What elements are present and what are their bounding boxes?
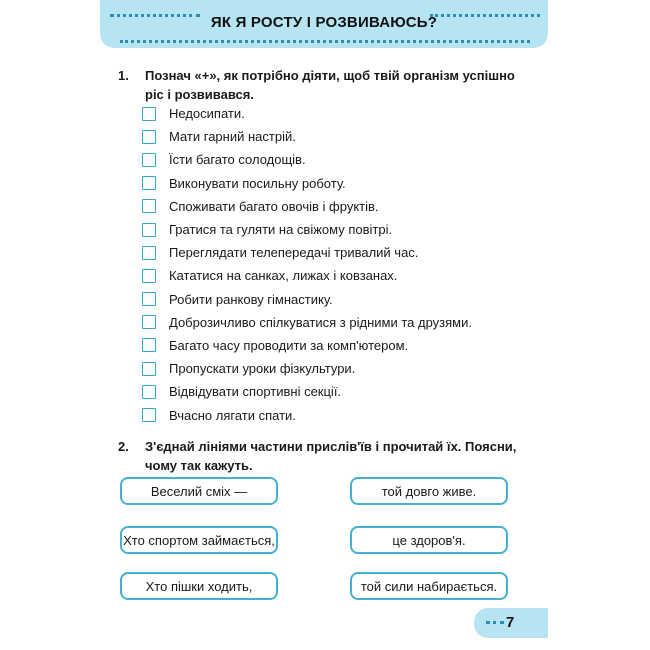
checklist-item-label: Робити ранкову гімнастику. [169,291,333,307]
proverb-right-2[interactable]: це здоров'я. [350,526,508,554]
checklist-item-label: Доброзичливо спілкуватися з рідними та друзями. [169,314,472,330]
checklist-item[interactable] [142,403,522,426]
checklist-item-label: Споживати багато овочів і фруктів. [169,198,379,214]
checklist-item-label: Гратися та гуляти на свіжому повітрі. [169,222,393,238]
checklist-item-label: Вчасно лягати спати. [169,407,296,423]
checklist-item[interactable] [142,380,522,403]
checkbox[interactable] [142,130,156,144]
checklist-item-label: Їсти багато солодощів. [169,152,306,168]
checklist-item[interactable] [142,334,522,357]
checkbox[interactable] [142,362,156,376]
checkbox[interactable] [142,107,156,121]
checklist-item[interactable] [142,288,522,311]
proverb-right-3[interactable]: той сили набирається. [350,572,508,600]
page-title: ЯК Я РОСТУ І РОЗВИВАЮСЬ? [210,14,438,31]
checklist-item-label: Недосипати. [169,106,245,122]
proverb-left-3[interactable]: Хто пішки ходить, [120,572,278,600]
checklist-item[interactable] [142,148,522,171]
question-2-text: З'єднай лініями частини прислів'їв і прочитай їх. Поясни, чому так кажуть. [145,439,517,473]
checklist-item-label: Пропускати уроки фізкультури. [169,361,356,377]
proverb-left-1[interactable]: Веселий сміх — [120,477,278,505]
question-2-number: 2. [118,439,129,454]
checklist-item[interactable] [142,195,522,218]
checklist-item[interactable] [142,102,522,125]
checklist-item-label: Багато часу проводити за комп'ютером. [169,337,409,353]
checkbox[interactable] [142,153,156,167]
checklist-item[interactable] [142,241,522,264]
checklist-item[interactable] [142,264,522,287]
page-number-dots [486,621,504,624]
checklist-item-label: Кататися на санках, лижах і ковзанах. [169,268,398,284]
question-1-text: Познач «+», як потрібно діяти, щоб твій організм успішно ріс і розвивався. [145,68,515,102]
checkbox[interactable] [142,223,156,237]
checklist-item-label: Відвідувати спортивні секції. [169,384,342,400]
checklist [142,102,522,427]
proverb-right-1[interactable]: той довго живе. [350,477,508,505]
header-dots-bottom [120,40,530,43]
checklist-item[interactable] [142,311,522,334]
question-1-number: 1. [118,68,129,83]
checkbox[interactable] [142,385,156,399]
page-number: 7 [506,614,515,631]
checklist-item-label: Мати гарний настрій. [169,129,296,145]
checklist-item[interactable] [142,357,522,380]
checklist-item-label: Виконувати посильну роботу. [169,175,346,191]
checkbox[interactable] [142,338,156,352]
checkbox[interactable] [142,315,156,329]
checkbox[interactable] [142,176,156,190]
checklist-item[interactable] [142,125,522,148]
checkbox[interactable] [142,246,156,260]
checkbox[interactable] [142,199,156,213]
checkbox[interactable] [142,408,156,422]
checklist-item-label: Переглядати телепередачі тривалий час. [169,245,419,261]
checklist-item[interactable] [142,172,522,195]
proverb-left-2[interactable]: Хто спортом займається, [120,526,278,554]
checklist-item[interactable] [142,218,522,241]
page-number-tab [474,608,548,638]
checkbox[interactable] [142,269,156,283]
checkbox[interactable] [142,292,156,306]
